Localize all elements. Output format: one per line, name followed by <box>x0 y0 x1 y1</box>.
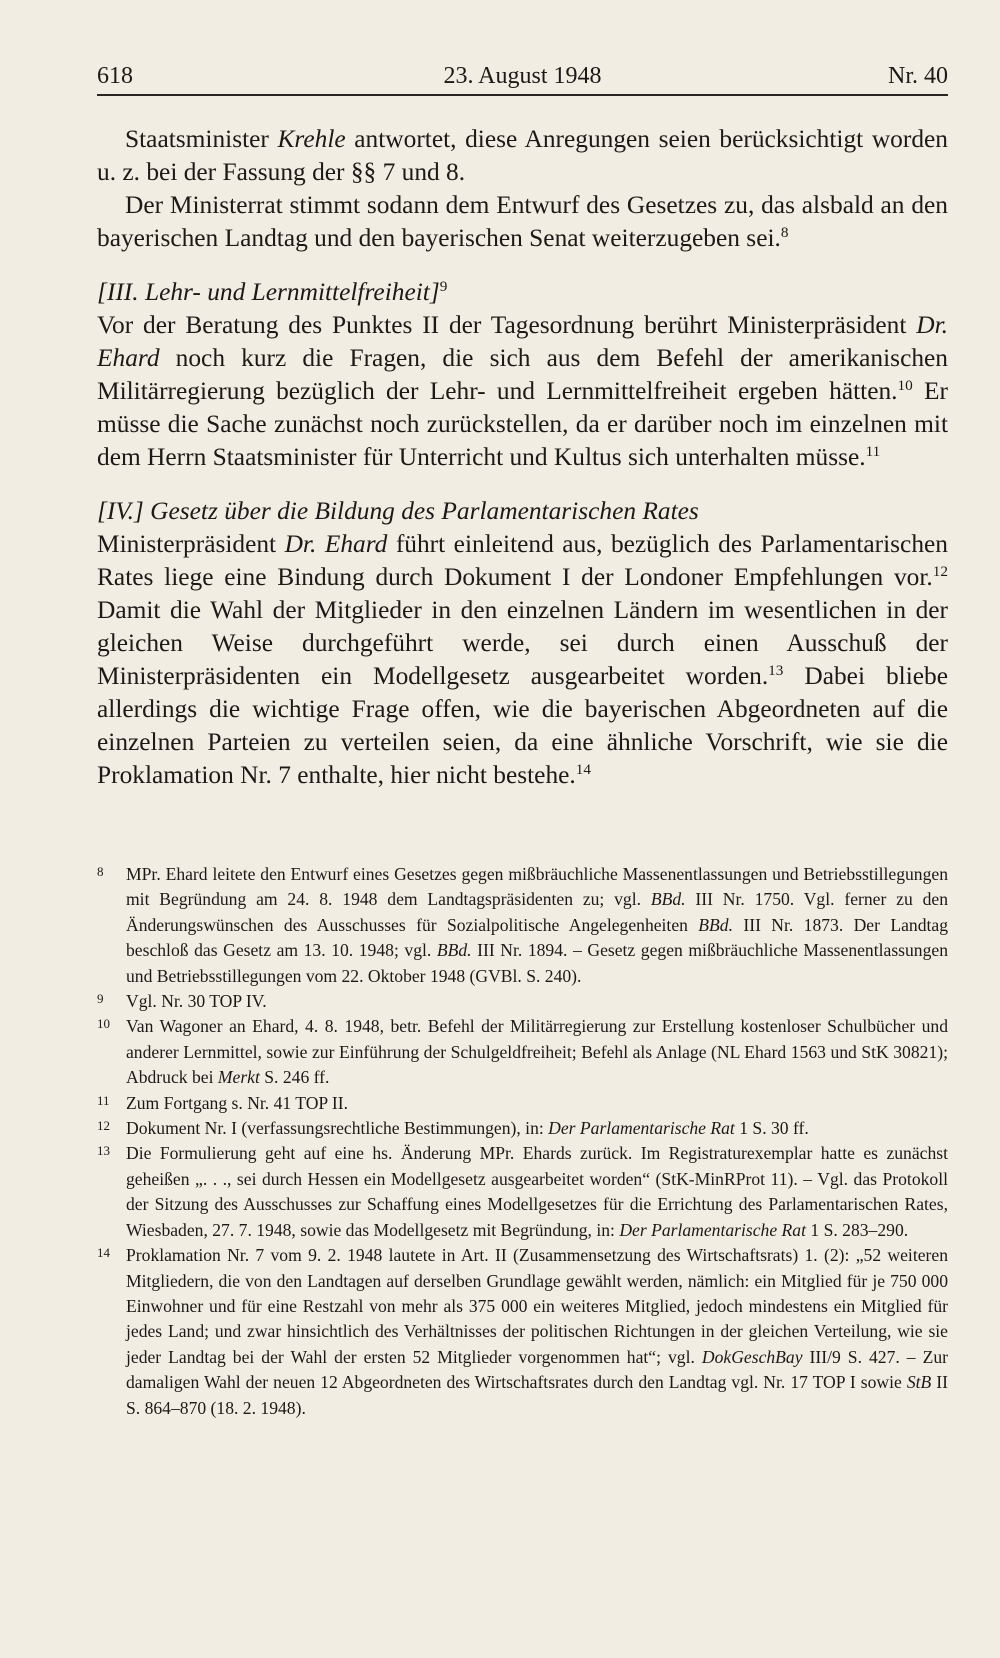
footnote-ref: 14 <box>575 760 591 778</box>
document-number: Nr. 40 <box>888 63 948 89</box>
footnote-number: 14 <box>97 1245 110 1261</box>
footnote-13: 13 Die Formulierung geht auf eine hs. Änderung MPr. Ehards zurück. Im Registraturexemplar hatte es zunächst geheißen „. . ., sei durch Hessen ein Modellgesetz ausgearbeitet worden“ (StK-MinRProt 11). – Vgl. das Protokoll der Sitzung des Ausschusses zur Schaffung eines Modellgesetzes für die Errichtung des Parlamentarischen Rates, Wiesbaden, 27. 7. 1948, sowie das Modellgesetz mit Begründung, in: Der Parlamentarische Rat 1 S. 283–290. <box>97 1143 948 1240</box>
footnote-number: 11 <box>97 1092 110 1108</box>
footnote-8: 8 MPr. Ehard leitete den Entwurf eines Gesetzes gegen mißbräuchliche Massenentlassungen und Betriebsstillegungen mit Begründung am 24. 8. 1948 dem Landtagspräsidenten zu; vgl. BBd. III Nr. 1750. Vgl. ferner zu den Änderungswünschen des Ausschusses für Sozialpolitische Angelegenheiten BBd. III Nr. 1873. Der Landtag beschloß das Gesetz am 13. 10. 1948; vgl. BBd. III Nr. 1894. – Gesetz gegen mißbräuchliche Massenentlassungen und Betriebsstillegungen vom 22. Oktober 1948 (GVBl. S. 240). <box>97 864 949 986</box>
footnote-ref: 13 <box>768 661 784 679</box>
footnote-14: 14 Proklamation Nr. 7 vom 9. 2. 1948 lautete in Art. II (Zusammensetzung des Wirtschaftsrats) 1. (2): „52 weiteren Mitgliedern, die von den Landtagen auf derselben Grundlage gewählt werden, nämlich: ein Mitglied für je 750 000 Einwohner und für eine Restzahl von mehr als 375 000 ein weiteres Mitglied, jedoch mindestens ein Mitglied für jedes Land; und zwar hinsichtlich des Verhältnisses der politischen Richtungen in der gleichen Verteilung, wie sie jeder Landtag bei der Wahl der ersten 52 Mitglieder vorgenommen hat“; vgl. DokGeschBay III/9 S. 427. – Zur damaligen Wahl der neuen 12 Abgeordneten des Wirtschaftsrates durch den Landtag vgl. Nr. 17 TOP I sowie StB II S. 864–870 (18. 2. 1948). <box>97 1245 948 1418</box>
main-text <box>97 123 948 792</box>
footnote-number: 10 <box>97 1016 110 1032</box>
footnote-ref: 12 <box>932 562 948 580</box>
header-date: 23. August 1948 <box>443 63 602 89</box>
footnote-9: 9 Vgl. Nr. 30 TOP IV. <box>97 991 267 1012</box>
footnote-11: 11 Zum Fortgang s. Nr. 41 TOP II. <box>97 1092 349 1113</box>
footnote-ref: 9 <box>439 277 448 295</box>
person-name: Dr. Ehard <box>97 311 948 372</box>
paragraph-lehrmittel: Vor der Beratung des Punktes II der Tagesordnung berührt Ministerpräsident Dr. Ehard noch kurz die Fragen, die sich aus dem Befehl der amerikanischen Militärregierung bezüglich der Lehr- und Lernmittelfreiheit ergeben hätten.$^{10}$ Er müsse die Sache zunächst noch zurückstellen, da er darüber noch im einzelnen mit dem Herrn Staatsminister für Unterricht und Kultus sich unterhalten müsse.$^{11}$ <box>97 311 948 471</box>
footnote-number: 12 <box>97 1118 110 1134</box>
page-number: 618 <box>97 63 133 89</box>
section-heading-iii: [III. Lehr- und Lernmittelfreiheit]$^9$ <box>97 277 448 306</box>
section-heading-iv: [IV.] Gesetz über die Bildung des Parlamentarischen Rates <box>97 497 699 525</box>
footnote-number: 13 <box>97 1143 110 1159</box>
footnote-12: 12 Dokument Nr. I (verfassungsrechtliche Bestimmungen), in: Der Parlamentarische Rat 1 S. 30 ff. <box>97 1118 809 1139</box>
footnotes <box>97 862 948 1421</box>
footnote-ref: 11 <box>865 442 881 460</box>
footnote-number: 9 <box>97 991 104 1007</box>
paragraph-ministerrat: Der Ministerrat stimmt sodann dem Entwurf des Gesetzes zu, das alsbald an den bayerischen Landtag und den bayerischen Senat weiterzugeben sei.$^8$ <box>97 191 948 252</box>
footnote-ref: 10 <box>897 376 913 394</box>
paragraph-parlamentarischer-rat: Ministerpräsident Dr. Ehard führt einleitend aus, bezüglich des Parlamentarischen Rates liege eine Bindung durch Dokument I der Londoner Empfehlungen vor.$^{12}$ Damit die Wahl der Mitglieder in den einzelnen Ländern im wesentlichen in der gleichen Weise durchgeführt werde, sei durch einen Ausschuß der Ministerpräsidenten ein Modellgesetz ausgearbeitet worden.$^{13}$ Dabei bliebe allerdings die wichtige Frage offen, wie die bayerischen Abgeordneten auf die einzelnen Parteien zu verteilen seien, da eine ähnliche Vorschrift, wie sie die Proklamation Nr. 7 enthalte, hier nicht bestehe.$^{14}$ <box>97 530 948 789</box>
paragraph-krehle: Staatsminister Krehle antwortet, diese Anregungen seien berücksichtigt worden u. z. bei der Fassung der §§ 7 und 8. <box>97 125 948 186</box>
person-name: Krehle <box>277 125 346 153</box>
footnote-number: 8 <box>97 864 104 879</box>
footnote-10: 10 Van Wagoner an Ehard, 4. 8. 1948, betr. Befehl der Militärregierung zur Erstellung kostenloser Schulbücher und anderer Lernmittel, sowie zur Einführung der Schulgeldfreiheit; Befehl als Anlage (NL Ehard 1563 und StK 30821); Abdruck bei Merkt S. 246 ff. <box>97 1016 948 1088</box>
footnote-ref: 8 <box>780 223 789 241</box>
person-name: Dr. Ehard <box>284 530 388 558</box>
page-header <box>97 58 948 96</box>
